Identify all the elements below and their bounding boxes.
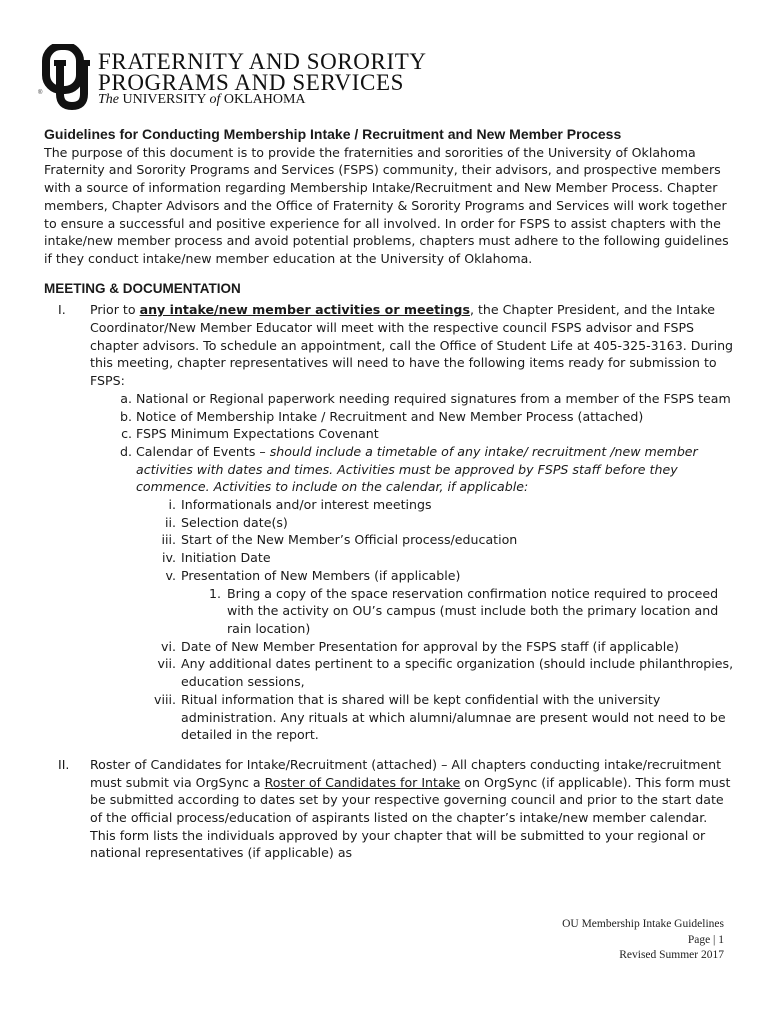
list-marker: v. [165, 567, 176, 583]
list-marker: II. [58, 756, 70, 772]
roman-item-text: Initiation Date [181, 550, 271, 566]
roman-item-v [44, 567, 734, 585]
list-marker: ii. [164, 514, 176, 530]
item1-pre: Prior to [90, 302, 140, 318]
list-marker: vii. [157, 656, 176, 672]
roman-item-text: Selection date(s) [181, 514, 288, 530]
section-heading-meeting: MEETING & DOCUMENTATION [44, 280, 241, 296]
roman-item-ii [44, 514, 734, 532]
page-footer [562, 917, 724, 964]
sub-item-text: FSPS Minimum Expectations Covenant [136, 426, 379, 442]
list-marker: d. [120, 443, 132, 459]
list-marker: a. [120, 390, 132, 406]
list-item-I [44, 301, 734, 390]
item2-pre: Roster of Candidates for Intake/Recruitment (attached) – All chapters conducting intake/recruitment must submit via OrgSync a [90, 756, 722, 790]
sub-item-b [44, 408, 734, 426]
footer-doc-name: OU Membership Intake Guidelines [562, 918, 724, 930]
list-marker: viii. [154, 691, 176, 707]
list-marker: 1. [208, 585, 221, 601]
roman-item-text: Start of the New Member’s Official process/education [181, 532, 518, 548]
univ-oklahoma: OKLAHOMA [223, 92, 306, 107]
document-body [44, 126, 734, 862]
sub-item-text: Notice of Membership Intake / Recruitment and New Member Process (attached) [136, 408, 644, 424]
document-title: Guidelines for Conducting Membership Intake / Recruitment and New Member Process [44, 126, 622, 142]
list-marker: iv. [162, 550, 176, 566]
roman-item-iii [44, 531, 734, 549]
university-name [98, 92, 306, 108]
intro-paragraph: The purpose of this document is to provide the fraternities and sororities of the University of Oklahoma Fraternity and Sorority Programs and Services (FSPS) community, their advisors, and prospective members with a source of information regarding Membership Intake/Recruitment and New Member Process. Chapter members, Chapter Advisors and the Office of Fraternity & Sorority Programs and Services will work together to ensure a successful and positive experience for all involved. In order for FSPS to assist chapters with the intake/new member process and avoid potential problems, chapters must adhere to the following guidelines if they conduct intake/new member education at the University of Oklahoma. [44, 144, 729, 266]
roman-item-vi [44, 638, 734, 656]
sub-item-a [44, 390, 734, 408]
sub-item-lead: Calendar of Events – [136, 443, 270, 459]
footer-revision: Revised Summer 2017 [619, 949, 724, 961]
list-marker: c. [121, 426, 132, 442]
registered-mark: ® [38, 90, 43, 96]
letterhead [38, 44, 462, 110]
list-marker: iii. [161, 532, 176, 548]
sub-item-d [44, 443, 734, 496]
roman-item-text: Any additional dates pertinent to a specific organization (should include philanthropies, education sessions, [181, 656, 734, 690]
list-marker: vi. [161, 638, 176, 654]
list-marker: i. [168, 497, 176, 513]
list-item-II [44, 756, 734, 862]
item1-emphasis: any intake/new member activities or meetings [139, 302, 470, 318]
roman-item-iv [44, 549, 734, 567]
sub-item-italic: should include a timetable of any intake/ recruitment /new member activities with dates and times. Activities must be approved by FSPS staff before they commence. Activities to include on the calendar, if applicable: [136, 443, 698, 495]
org-name-line2: PROGRAMS AND SERVICES [98, 70, 404, 95]
numbered-item-text: Bring a copy of the space reservation confirmation notice required to proceed with the activity on OU’s campus (must include both the primary location and rain location) [227, 585, 719, 636]
univ-of: of [209, 92, 221, 107]
univ-the: The [98, 92, 119, 107]
roman-item-vii [44, 655, 734, 690]
list-marker: I. [58, 302, 66, 318]
item2-post: on OrgSync (if applicable). This form must be submitted according to dates set by your respective governing council and prior to the start date of the official process/education of aspirants listed on the chapter’s intake/new member calendar. This form lists the individuals approved by your chapter that will be submitted to your regional or national representatives (if applicable) as [90, 774, 731, 861]
roman-item-viii [44, 691, 734, 744]
roster-link[interactable]: Roster of Candidates for Intake [264, 774, 461, 790]
roman-item-text: Presentation of New Members (if applicable) [181, 567, 461, 583]
footer-page-number: Page | 1 [687, 933, 724, 946]
numbered-item-1 [44, 585, 734, 638]
roman-item-i [44, 496, 734, 514]
org-name-line1: FRATERNITY AND SORORITY [98, 49, 427, 74]
sub-item-c [44, 425, 734, 443]
ou-logo-icon [42, 44, 92, 110]
spacer [44, 744, 734, 756]
roman-item-text: Informationals and/or interest meetings [181, 497, 432, 513]
list-marker: b. [120, 408, 132, 424]
roman-item-text: Date of New Member Presentation for approval by the FSPS staff (if applicable) [181, 638, 679, 654]
item1-post: , the Chapter President, and the Intake Coordinator/New Member Educator will meet with the respective council FSPS advisor and FSPS chapter advisors. To schedule an appointment, call the Office of Student Life at 405-325-3163. During this meeting, chapter representatives will need to have the following items ready for submission to FSPS: [90, 302, 734, 389]
roman-item-text: Ritual information that is shared will be kept confidential with the university administration. Any rituals at which alumni/alumnae are present would not need to be detailed in the report. [181, 691, 726, 743]
univ-university: UNIVERSITY [122, 92, 206, 107]
sub-item-text: National or Regional paperwork needing required signatures from a member of the FSPS team [136, 390, 731, 406]
